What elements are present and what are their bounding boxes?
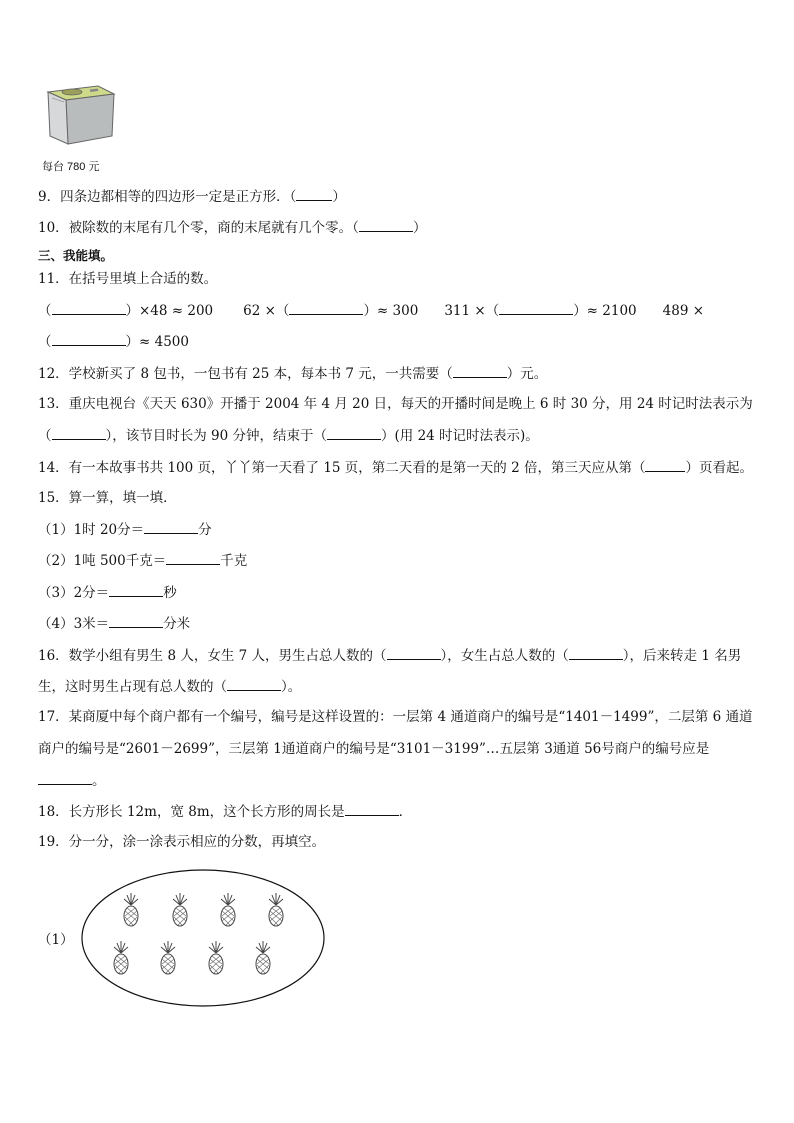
q11-item-3-pre: 311 ×（ (444, 303, 500, 319)
pineapple-icon[interactable] (266, 893, 286, 927)
q16-girls-fraction-blank[interactable] (569, 645, 623, 660)
question-16-line-2 (38, 676, 301, 697)
q10-text: 10．被除数的末尾有几个零，商的末尾就有几个零。（ (38, 220, 359, 236)
q11-item-1-post: ）×48 ≈ 200 (125, 303, 214, 319)
q17-answer-blank[interactable] (38, 770, 92, 785)
q18-text: 18．长方形长 12m，宽 8m，这个长方形的周长是 (38, 804, 345, 820)
question-17-line-2: 商户的编号是“2601－2699”，三层第 1通道商户的编号是“3101－3199”…五层第 3通道 56号商户的编号应是 (38, 741, 710, 757)
q11-item-3-post: ）≈ 2100 (573, 303, 637, 319)
question-14 (38, 457, 753, 478)
q11-item-4-open: （ (38, 334, 52, 350)
washing-machine-image (42, 78, 118, 148)
q13-start-time-blank[interactable] (52, 425, 106, 440)
q16-text-a: 16．数学小组有男生 8 人，女生 7 人，男生占总人数的（ (38, 648, 387, 664)
question-13-line-2 (38, 425, 539, 446)
q12-text: 12．学校新买了 8 包书，一包书有 25 本，每本书 7 元，一共需要（ (38, 366, 453, 382)
pineapple-icon[interactable] (206, 941, 226, 975)
q12-answer-blank[interactable] (453, 363, 507, 378)
q12-end: ）元。 (506, 366, 548, 382)
q10-answer-blank[interactable] (359, 217, 413, 232)
question-17-line-1: 17．某商厦中每个商户都有一个编号，编号是这样设置的：一层第 4 通道商户的编号是“1401－1499”，二层第 6 通道 (38, 709, 753, 725)
q11-item-2-post: ）≈ 300 (363, 303, 419, 319)
q15-part-3 (38, 582, 177, 603)
q13-middle: ），该节目时长为 90 分钟，结束于（ (105, 428, 328, 444)
question-19-text: 19．分一分，涂一涂表示相应的分数，再填空。 (38, 834, 326, 850)
q16-end: ）。 (281, 679, 302, 695)
q14-end: ）页看起。 (685, 460, 753, 476)
q18-end: ． (398, 804, 413, 820)
q10-end: ） (412, 220, 427, 236)
q15-part-1-unit: 分 (198, 522, 212, 538)
q15-part-3-unit: 秒 (163, 585, 177, 601)
q15-part-4 (38, 613, 190, 634)
q16-new-fraction-blank[interactable] (227, 676, 281, 691)
q15-part-4-unit: 分米 (163, 616, 191, 632)
question-12 (38, 363, 547, 384)
pineapple-icon[interactable] (158, 941, 178, 975)
pineapple-icon[interactable] (121, 893, 141, 927)
q15-part-3-text: （3）2分＝ (38, 585, 110, 601)
q11-item-2-blank[interactable] (289, 300, 363, 315)
q11-item-2-pre: 62 ×（ (243, 303, 290, 319)
pineapple-icon[interactable] (111, 941, 131, 975)
question-17-line-3 (38, 770, 106, 791)
question-13-line-1: 13．重庆电视台《天天 630》开播于 2004 年 4 月 20 日，每天的开播时间是晚上 6 时 30 分，用 24 时记时法表示为 (38, 396, 753, 412)
pineapple-icon[interactable] (253, 941, 273, 975)
q11-item-4-pre: 489 × (662, 303, 705, 319)
q16-text-d: 生，这时男生占现有总人数的（ (38, 679, 227, 695)
q15-part-2-unit: 千克 (220, 553, 248, 569)
q16-boys-fraction-blank[interactable] (387, 645, 441, 660)
q15-part-3-blank[interactable] (109, 582, 163, 597)
q16-text-b: ），女生占总人数的（ (440, 648, 569, 664)
q11-item-4-blank[interactable] (52, 331, 126, 346)
q16-text-c: ），后来转走 1 名男 (622, 648, 742, 664)
question-18 (38, 801, 412, 822)
q15-part-1-text: （1）1时 20分＝ (38, 522, 145, 538)
q11-item-1 (38, 303, 213, 319)
q9-answer-blank[interactable] (296, 186, 332, 201)
q14-text: 14．有一本故事书共 100 页，丫丫第一天看了 15 页，第二天看的是第一天的 2 倍，第三天应从第（ (38, 460, 646, 476)
washer-price-caption: 每台 780 元 (42, 161, 100, 173)
q15-part-1-blank[interactable] (144, 519, 198, 534)
q11-item-1-pre: （ (38, 303, 52, 319)
q13-end: ）(用 24 时记时法表示)。 (381, 428, 539, 444)
pineapple-group-oval (80, 868, 326, 1008)
question-16-line-1 (38, 645, 741, 666)
question-10 (38, 217, 426, 238)
question-9 (38, 186, 346, 207)
q11-item-2 (243, 303, 418, 319)
q17-end: 。 (92, 773, 106, 789)
q15-part-4-text: （4）3米＝ (38, 616, 110, 632)
q15-part-2 (38, 550, 247, 571)
pineapple-icon[interactable] (218, 893, 238, 927)
pineapple-icon[interactable] (170, 893, 190, 927)
q11-item-3-blank[interactable] (499, 300, 573, 315)
question-11-text: 11．在括号里填上合适的数。 (38, 271, 218, 287)
q9-text: 9．四条边都相等的四边形一定是正方形．（ (38, 189, 297, 205)
q11-item-3 (444, 303, 636, 319)
question-11-line-2 (38, 331, 189, 352)
q15-part-2-text: （2）1吨 500千克＝ (38, 553, 167, 569)
q13-end-time-blank[interactable] (327, 425, 381, 440)
q14-answer-blank[interactable] (645, 457, 685, 472)
q9-end: ） (332, 189, 346, 205)
q13-open-1: （ (38, 428, 52, 444)
q18-answer-blank[interactable] (345, 801, 399, 816)
q15-part-1 (38, 519, 212, 540)
question-15-text: 15．算一算，填一填． (38, 490, 177, 506)
q19-part-1-label: （1） (38, 932, 74, 948)
q15-part-4-blank[interactable] (109, 613, 163, 628)
q15-part-2-blank[interactable] (166, 550, 220, 565)
question-11-items (38, 300, 704, 321)
section-3-heading: 三、我能填。 (38, 248, 114, 263)
q11-item-1-blank[interactable] (52, 300, 126, 315)
q11-item-4-post: ）≈ 4500 (125, 334, 189, 350)
